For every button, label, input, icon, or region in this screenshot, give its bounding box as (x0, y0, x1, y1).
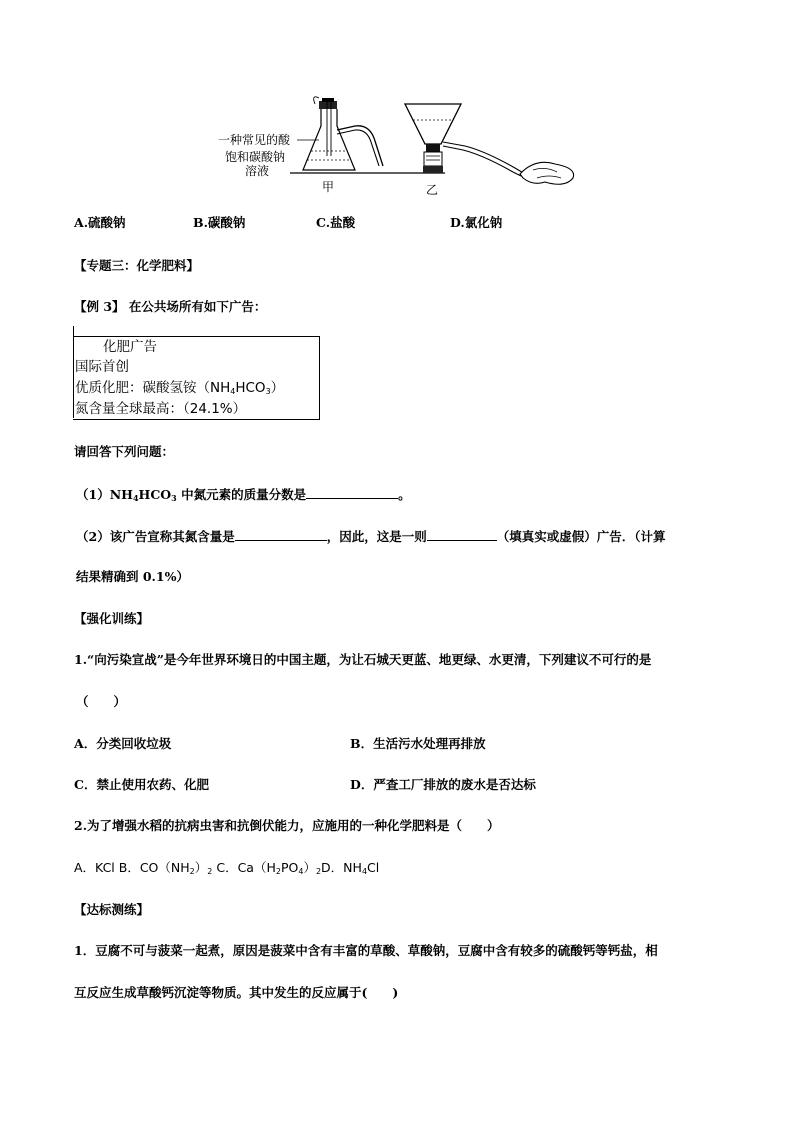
topic3-title: 【专题三：化学肥料】 (74, 258, 200, 273)
ad-line-3: 优质化肥：碳酸氢铵$(NH_4HCO_3)$ (75, 380, 285, 396)
example3-q2-line2: 结果精确到 0.1%） (76, 569, 189, 584)
option-b: B.碳酸钠 (193, 215, 246, 230)
figure-label-jia: 甲 (322, 180, 335, 194)
reinforce-q1-option-d: D．严查工厂排放的废水是否达标 (350, 777, 536, 792)
example3-prompt: 请回答下列问题： (74, 444, 175, 459)
example3-q2: （2）该广告宣称其氮含量是 ，因此，这是一则 （填真实或虚假）广告．（计算 (76, 529, 666, 544)
ad-line-2: 国际首创 (75, 359, 129, 375)
reinforce-q1-option-a: A．分类回收垃圾 (74, 736, 172, 751)
reinforce-q1-option-b: B．生活污水处理再排放 (350, 736, 486, 751)
answer-blank-2[interactable] (235, 528, 327, 541)
apparatus-figure (215, 96, 580, 201)
standard-q1-line2: 互反应生成草酸钙沉淀等物质。其中发生的反应属于( ) (74, 985, 399, 1000)
option-c: C.盐酸 (316, 215, 356, 230)
figure-label-solution: 饱和碳酸钠 (225, 150, 286, 164)
reinforce-q1-stem: 1.“向污染宣战”是今年世界环境日的中国主题，为让石城天更蓝、地更绿、水更清，下列建议不可行的是 (74, 652, 652, 667)
ad-title: 化肥广告 (103, 339, 157, 355)
ad-line-4: 氮含量全球最高：（24.1%） (75, 401, 247, 417)
example3-q1: $(1)NH_4HCO_3$ 中氮元素的质量分数是 。 (76, 487, 411, 503)
reinforce-q2-options: A．KCl B．$CO(NH_2)_2$ C．$Ca(H_2PO_4)_2D$．$NH_4Cl$ (74, 860, 380, 876)
reinforce-q1-option-c: C．禁止使用农药、化肥 (74, 777, 209, 792)
option-d: D.氯化钠 (450, 215, 503, 230)
answer-blank-1[interactable] (306, 486, 398, 499)
option-a: A.硫酸钠 (74, 215, 126, 230)
answer-blank-3[interactable] (427, 528, 497, 541)
standard-q1-line1: 1．豆腐不可与菠菜一起煮，原因是菠菜中含有丰富的草酸、草酸钠，豆腐中含有较多的硫酸钙等钙盐，相 (74, 943, 658, 958)
figure-label-acid: 一种常见的酸 (218, 133, 291, 147)
reinforce-title: 【强化训练】 (74, 611, 150, 626)
example3-intro: 【例 3】 在公共场所有如下广告： (74, 299, 267, 314)
reinforce-q2-stem: 2.为了增强水稻的抗病虫害和抗倒伏能力，应施用的一种化学肥料是（ ） (74, 818, 500, 833)
reinforce-q1-paren: （ ） (76, 694, 127, 709)
ad-box (73, 336, 320, 420)
figure-label-solution-2: 溶液 (245, 164, 270, 178)
figure-label-yi: 乙 (426, 183, 439, 197)
standard-title: 【达标测练】 (74, 902, 150, 917)
